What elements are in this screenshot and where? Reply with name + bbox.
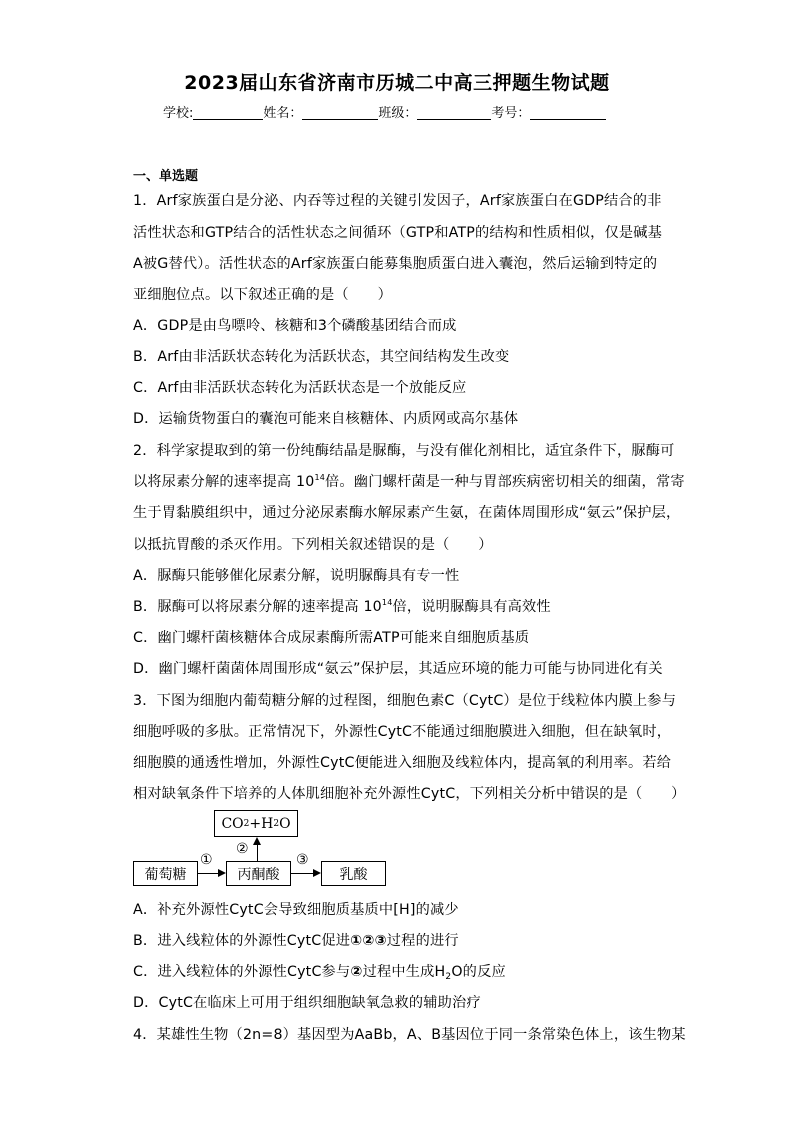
q1-stem-line: 活性状态和GTP结合的活性状态之间循环（GTP和ATP的结构和性质相似，仅是碱基 bbox=[133, 225, 663, 241]
text: 过程的进行 bbox=[386, 933, 459, 949]
step-1-label: ① bbox=[200, 852, 213, 868]
q3-stem-line: 3．下图为细胞内葡萄糖分解的过程图，细胞色素C（CytC）是位于线粒体内膜上参与 bbox=[133, 693, 677, 709]
superscript: 14 bbox=[381, 598, 393, 607]
q3-option-a: A．补充外源性CytC会导致细胞质基质中[H]的减少 bbox=[133, 902, 459, 918]
exam-no-blank[interactable] bbox=[530, 105, 606, 120]
pyruvate-box: 丙酮酸 bbox=[226, 861, 291, 886]
school-label: 学校: bbox=[163, 106, 194, 121]
q4-stem-line: 4．某雄性生物（2n=8）基因型为AaBb，A、B基因位于同一条常染色体上，该生物某 bbox=[133, 1027, 686, 1043]
class-blank[interactable] bbox=[417, 105, 491, 120]
q3-stem-line: 细胞呼吸的多肽。正常情况下，外源性CytC不能通过细胞膜进入细胞，但在缺氧时， bbox=[133, 724, 672, 740]
arrow-right-icon bbox=[313, 869, 321, 877]
arrow-line bbox=[257, 844, 258, 861]
q1-option-a: A．GDP是由鸟嘌呤、核糖和3个磷酸基团结合而成 bbox=[133, 318, 457, 334]
q3-stem-line: 相对缺氧条件下培养的人体肌细胞补充外源性CytC，下列相关分析中错误的是（ ） bbox=[133, 786, 686, 802]
q2-option-d: D．幽门螺杆菌菌体周围形成“氨云”保护层，其适应环境的能力可能与协同进化有关 bbox=[133, 661, 663, 677]
q2-stem-line: 生于胃黏膜组织中，通过分泌尿素酶水解尿素产生氨，在菌体周围形成“氨云”保护层， bbox=[133, 505, 681, 521]
text: C．进入线粒体的外源性CytC参与 bbox=[133, 964, 351, 980]
bold-steps: ①②③ bbox=[350, 933, 387, 949]
text: O的反应 bbox=[451, 964, 506, 980]
text: B．进入线粒体的外源性CytC促进 bbox=[133, 933, 351, 949]
q2-option-c: C．幽门螺杆菌核糖体合成尿素酶所需ATP可能来自细胞质基质 bbox=[133, 630, 530, 646]
q1-option-b: B．Arf由非活跃状态转化为活跃状态，其空间结构发生改变 bbox=[133, 349, 510, 365]
q2-option-b bbox=[133, 596, 551, 616]
section-heading: 一、单选题 bbox=[133, 169, 199, 184]
student-info-line bbox=[163, 102, 606, 121]
name-label: 姓名： bbox=[263, 106, 303, 121]
q2-option-a: A．脲酶只能够催化尿素分解，说明脲酶具有专一性 bbox=[133, 568, 460, 584]
text: +H bbox=[249, 815, 274, 832]
q1-stem-line: A被G替代）。活性状态的Arf家族蛋白能募集胞质蛋白进入囊泡，然后运输到特定的 bbox=[133, 256, 658, 272]
text: CO bbox=[221, 815, 244, 832]
q1-stem-line: 1．Arf家族蛋白是分泌、内吞等过程的关键引发因子，Arf家族蛋白在GDP结合的非 bbox=[133, 193, 662, 209]
q3-option-c bbox=[133, 961, 506, 981]
q2-stem-line bbox=[133, 471, 685, 491]
q2-stem-line: 2．科学家提取到的第一份纯酶结晶是脲酶，与没有催化剂相比，适宜条件下，脲酶可 bbox=[133, 443, 675, 459]
text: 倍。幽门螺杆菌是一种与胃部疾病密切相关的细菌，常寄 bbox=[325, 474, 685, 490]
q2-stem-line: 以抵抗胃酸的杀灭作用。下列相关叙述错误的是（ ） bbox=[133, 537, 493, 553]
text: 以将尿素分解的速率提高 10 bbox=[133, 474, 315, 490]
lactate-box: 乳酸 bbox=[321, 861, 386, 886]
subscript: 2 bbox=[445, 972, 452, 982]
q1-option-d: D．运输货物蛋白的囊泡可能来自核糖体、内质网或高尔基体 bbox=[133, 411, 519, 427]
page-title: 2023届山东省济南市历城二中高三押题生物试题 bbox=[184, 72, 610, 94]
text: 过程中生成H bbox=[362, 964, 446, 980]
q3-option-d: D．CytC在临床上可用于组织细胞缺氧急救的辅助治疗 bbox=[133, 995, 481, 1011]
step-3-label: ③ bbox=[296, 852, 309, 868]
school-blank[interactable] bbox=[193, 105, 263, 120]
exam-no-label: 考号： bbox=[491, 106, 531, 121]
q1-stem-line: 亚细胞位点。以下叙述正确的是（ ） bbox=[133, 287, 392, 303]
text: B．脲酶可以将尿素分解的速率提高 10 bbox=[133, 599, 382, 615]
q1-option-c: C．Arf由非活跃状态转化为活跃状态是一个放能反应 bbox=[133, 380, 467, 396]
text: O bbox=[279, 815, 291, 832]
text: 倍，说明脲酶具有高效性 bbox=[392, 599, 551, 615]
q3-option-b bbox=[133, 930, 459, 950]
arrow-right-icon bbox=[218, 869, 226, 877]
step-2-label: ② bbox=[236, 841, 249, 857]
arrow-line bbox=[198, 873, 219, 874]
q3-stem-line: 细胞膜的通透性增加，外源性CytC便能进入细胞及线粒体内，提高氧的利用率。若给 bbox=[133, 755, 672, 771]
name-blank[interactable] bbox=[302, 105, 378, 120]
bold-steps: ② bbox=[350, 964, 363, 980]
arrow-up-icon bbox=[253, 837, 261, 845]
glucose-box: 葡萄糖 bbox=[133, 861, 198, 886]
superscript: 14 bbox=[314, 473, 326, 482]
class-label: 班级： bbox=[378, 106, 418, 121]
co2-h2o-box: CO 2 +H 2 O bbox=[214, 810, 298, 837]
arrow-line bbox=[291, 873, 314, 874]
